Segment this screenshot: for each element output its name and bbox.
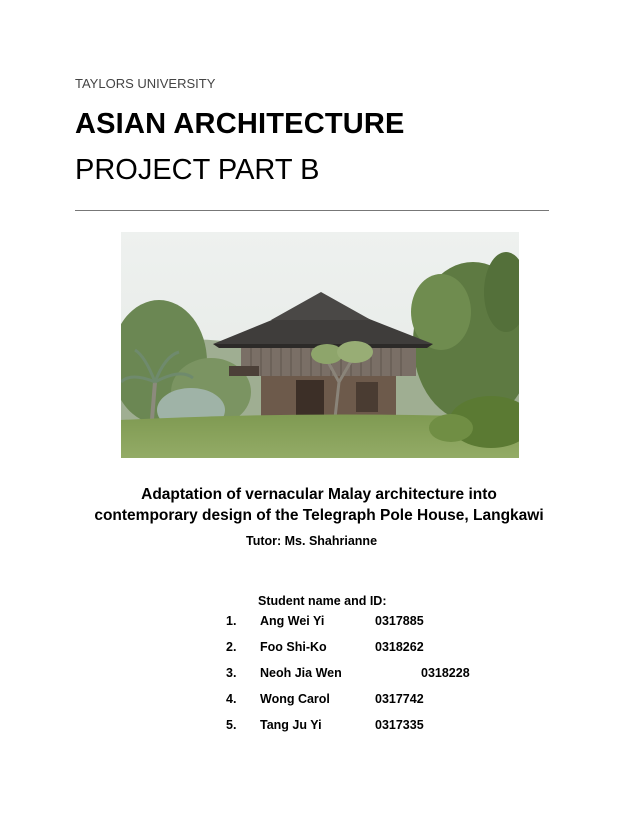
- project-topic: [60, 484, 578, 526]
- student-number: 4.: [226, 692, 237, 706]
- student-name: Tang Ju Yi: [260, 718, 322, 732]
- student-number: 5.: [226, 718, 237, 732]
- student-number: 3.: [226, 666, 237, 680]
- tutor-name: Tutor: Ms. Shahrianne: [246, 534, 378, 548]
- student-row: [0, 614, 638, 634]
- student-id: 0317742: [375, 692, 424, 706]
- student-row: [0, 640, 638, 660]
- document-title: ASIAN ARCHITECTURE: [75, 108, 405, 140]
- student-name: Foo Shi-Ko: [260, 640, 327, 654]
- horizontal-divider: [75, 210, 549, 211]
- student-id: 0318228: [421, 666, 470, 680]
- document-subtitle: PROJECT PART B: [75, 154, 320, 186]
- student-id: 0318262: [375, 640, 424, 654]
- student-row: [0, 666, 638, 686]
- student-id: 0317335: [375, 718, 424, 732]
- university-name: TAYLORS UNIVERSITY: [75, 76, 216, 91]
- cover-photo: [121, 232, 519, 458]
- student-name: Wong Carol: [260, 692, 330, 706]
- student-row: [0, 692, 638, 712]
- student-id: 0317885: [375, 614, 424, 628]
- student-number: 2.: [226, 640, 237, 654]
- house-photo-illustration: [121, 232, 519, 458]
- students-heading: Student name and ID:: [258, 594, 387, 608]
- student-row: [0, 718, 638, 738]
- project-topic-line-1: Adaptation of vernacular Malay architecture into: [141, 486, 497, 503]
- project-topic-line-2: contemporary design of the Telegraph Pole House, Langkawi: [94, 507, 544, 524]
- student-name: Neoh Jia Wen: [260, 666, 342, 680]
- student-name: Ang Wei Yi: [260, 614, 325, 628]
- student-number: 1.: [226, 614, 237, 628]
